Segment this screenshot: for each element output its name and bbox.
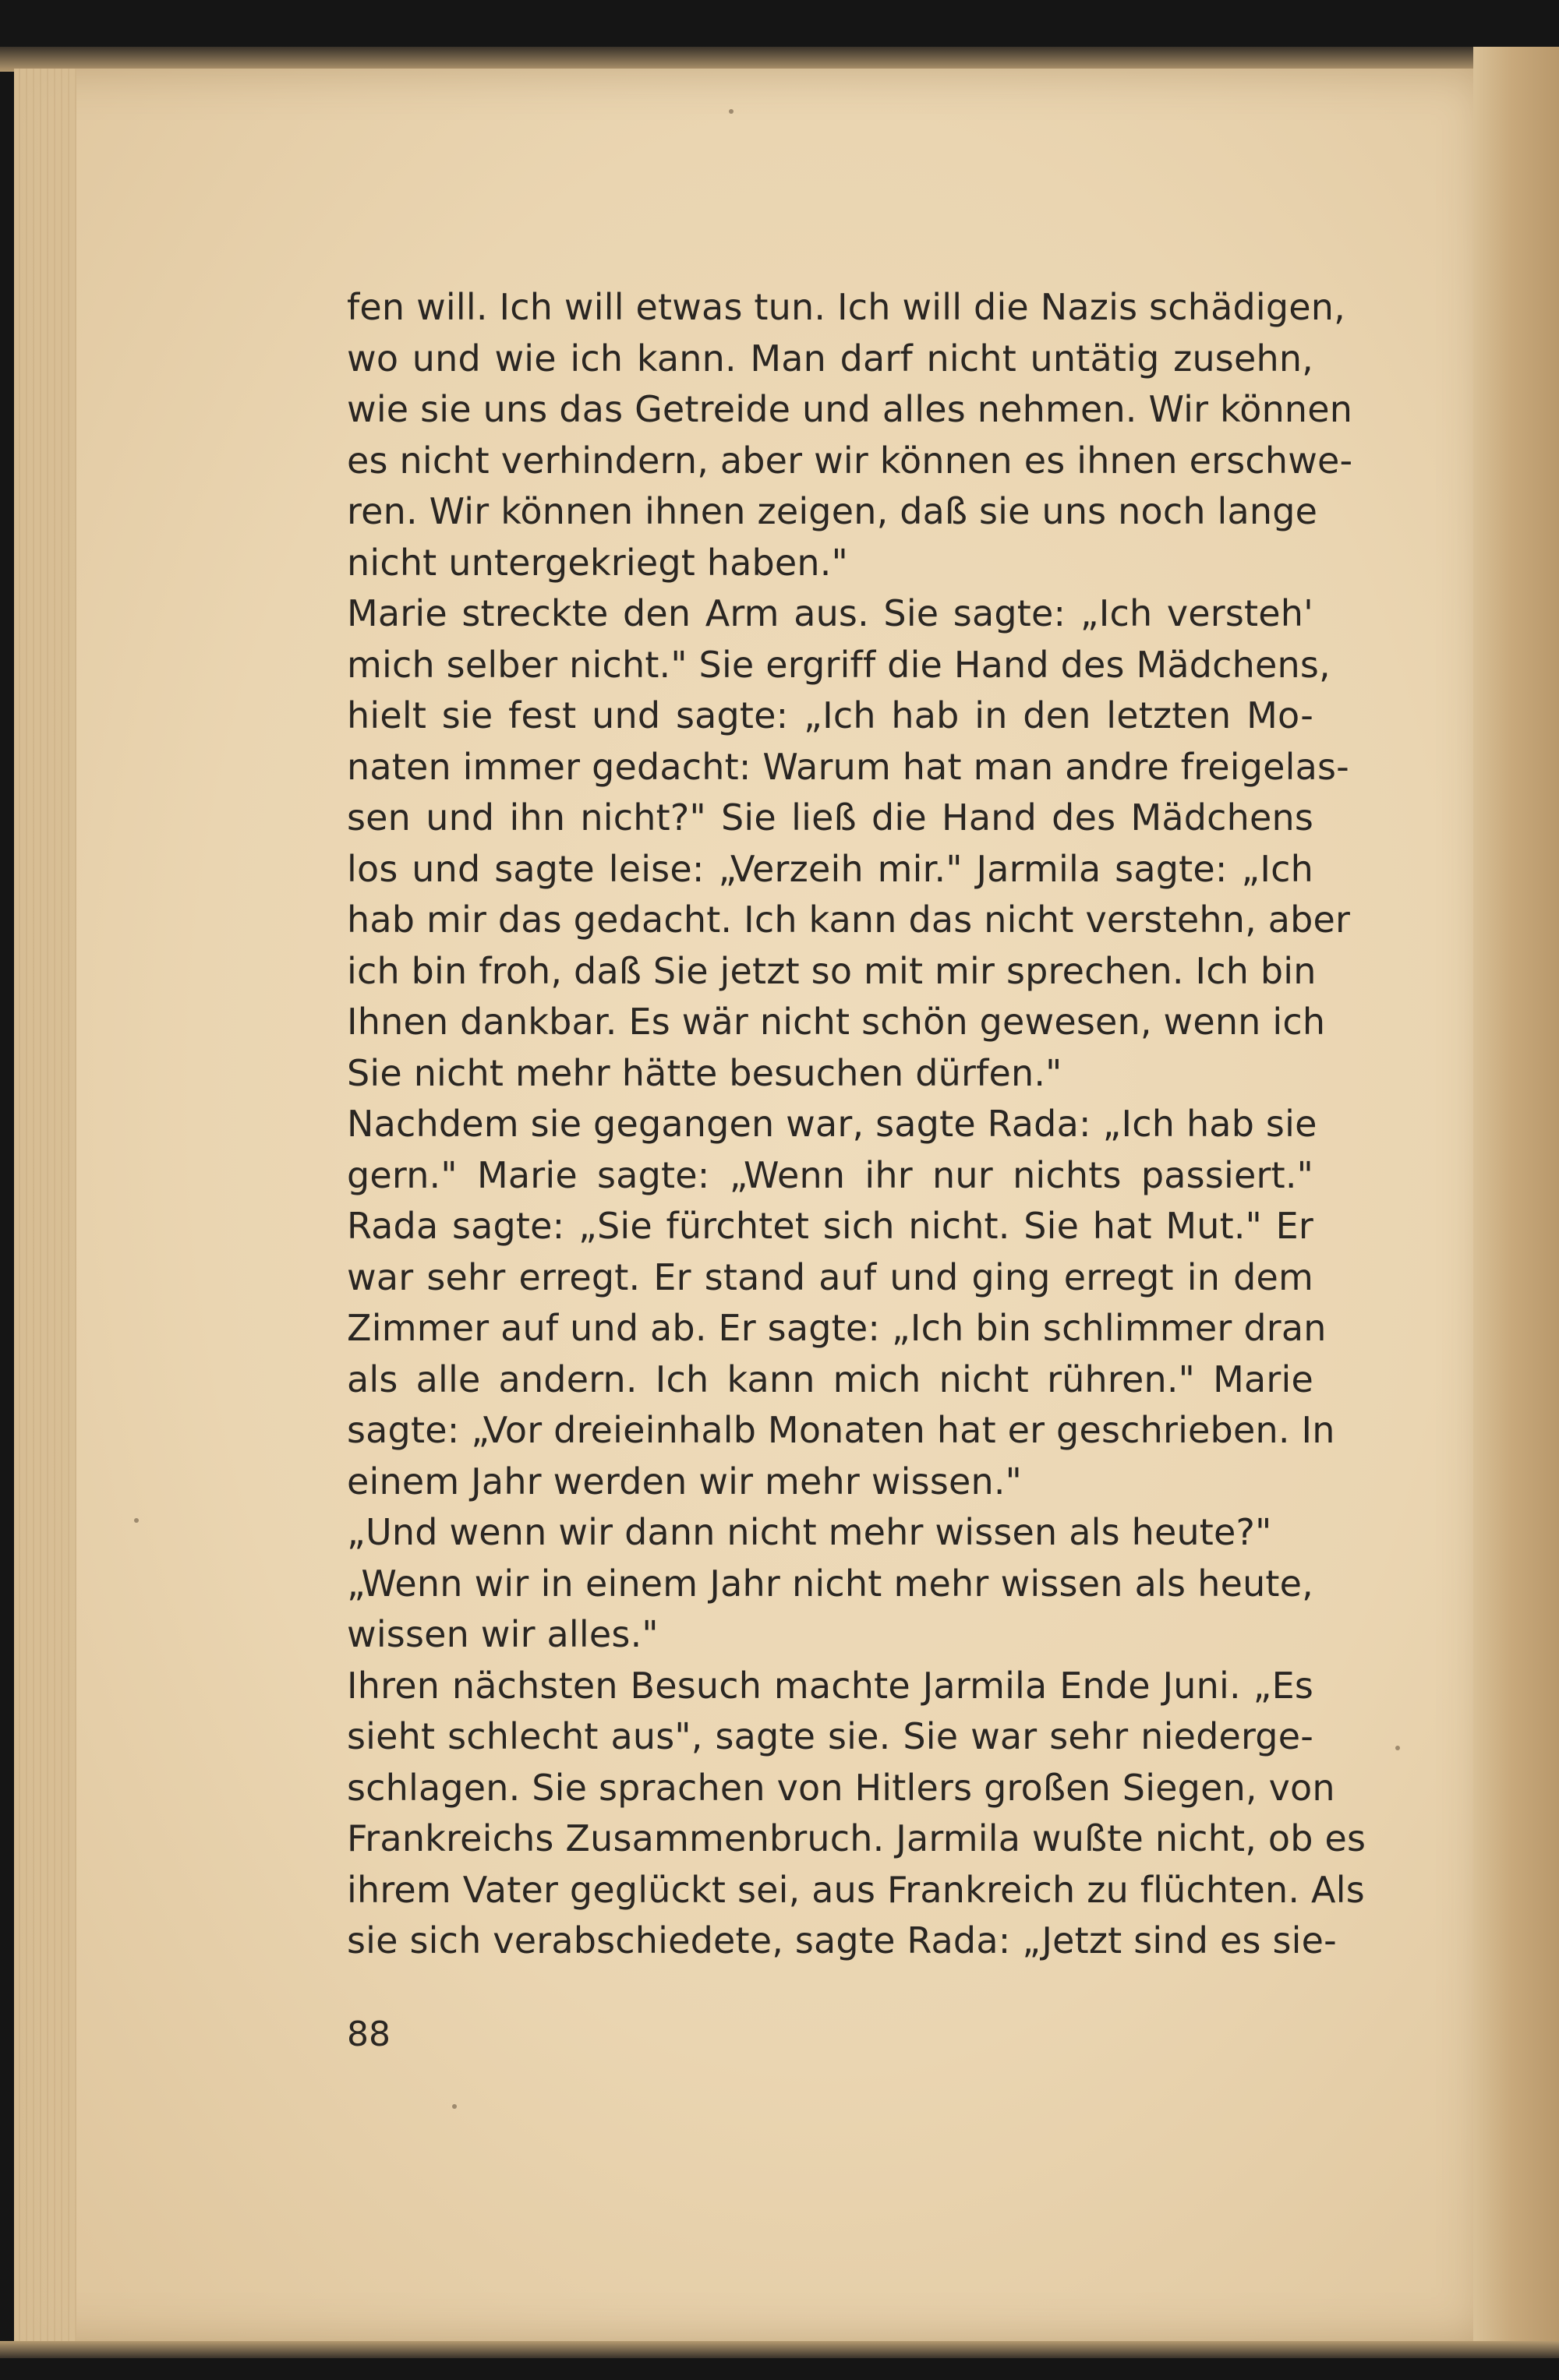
text-line: Frankreichs Zusammenbruch. Jarmila wußte nicht, ob es <box>347 1817 1366 1859</box>
text-line: hab mir das gedacht. Ich kann das nicht verstehn, aber <box>347 899 1351 941</box>
book-bottom-rim <box>0 2341 1559 2358</box>
text-line: Ihren nächsten Besuch machte Jarmila Ende Juni. „Es <box>347 1664 1313 1707</box>
page-number: 88 <box>347 2015 391 2054</box>
paper-speck <box>134 1518 139 1523</box>
text-line: es nicht verhindern, aber wir können es ihnen erschwe- <box>347 439 1353 482</box>
paper-speck <box>452 2104 457 2109</box>
text-line: los und sagte leise: „Verzeih mir." Jarmila sagte: „Ich <box>347 847 1313 890</box>
text-line: Ihnen dankbar. Es wär nicht schön gewesen, wenn ich <box>347 1001 1326 1043</box>
text-line: wo und wie ich kann. Man darf nicht untätig zusehn, <box>347 337 1313 380</box>
text-line: Marie streckte den Arm aus. Sie sagte: „Ich versteh' <box>347 592 1313 634</box>
text-line: wissen wir alles." <box>347 1613 659 1655</box>
book-binding-edge <box>1473 47 1559 2354</box>
paper-speck <box>729 109 734 114</box>
text-line: als alle andern. Ich kann mich nicht rühren." Marie <box>347 1358 1313 1400</box>
text-line: war sehr erregt. Er stand auf und ging erregt in dem <box>347 1255 1313 1298</box>
text-line: Zimmer auf und ab. Er sagte: „Ich bin schlimmer dran <box>347 1307 1327 1349</box>
text-line: ich bin froh, daß Sie jetzt so mit mir sprechen. Ich bin <box>347 949 1317 992</box>
text-line: sie sich verabschiedete, sagte Rada: „Jetzt sind es sie- <box>347 1919 1337 1962</box>
text-line: sieht schlecht aus", sagte sie. Sie war sehr niederge- <box>347 1715 1313 1757</box>
text-line: nicht untergekriegt haben." <box>347 541 848 584</box>
text-line: Rada sagte: „Sie fürchtet sich nicht. Sie hat Mut." Er <box>347 1205 1313 1247</box>
text-line: „Und wenn wir dann nicht mehr wissen als heute?" <box>347 1511 1272 1553</box>
text-line: mich selber nicht." Sie ergriff die Hand des Mädchens, <box>347 643 1331 686</box>
text-line: ren. Wir können ihnen zeigen, daß sie uns noch lange <box>347 490 1318 532</box>
text-line: „Wenn wir in einem Jahr nicht mehr wissen als heute, <box>347 1562 1313 1605</box>
text-line: gern." Marie sagte: „Wenn ihr nur nichts passiert." <box>347 1153 1313 1196</box>
page-stack-edges <box>14 69 76 2344</box>
text-line: fen will. Ich will etwas tun. Ich will die Nazis schädigen, <box>347 286 1345 328</box>
text-line: naten immer gedacht: Warum hat man andre freigelas- <box>347 745 1349 788</box>
paper-speck <box>1395 1746 1400 1750</box>
text-line: Sie nicht mehr hätte besuchen dürfen." <box>347 1051 1062 1094</box>
body-text <box>347 282 1366 1967</box>
text-line: sagte: „Vor dreieinhalb Monaten hat er geschrieben. In <box>347 1409 1335 1451</box>
text-line: sen und ihn nicht?" Sie ließ die Hand des Mädchens <box>347 796 1313 839</box>
text-line: schlagen. Sie sprachen von Hitlers großen Siegen, von <box>347 1766 1335 1809</box>
text-line: einem Jahr werden wir mehr wissen." <box>347 1460 1023 1503</box>
text-line: Nachdem sie gegangen war, sagte Rada: „Ich hab sie <box>347 1103 1317 1145</box>
text-line: ihrem Vater geglückt sei, aus Frankreich zu flüchten. Als <box>347 1868 1365 1911</box>
text-line: hielt sie fest und sagte: „Ich hab in den letzten Mo- <box>347 694 1313 736</box>
text-line: wie sie uns das Getreide und alles nehmen. Wir können <box>347 388 1353 430</box>
